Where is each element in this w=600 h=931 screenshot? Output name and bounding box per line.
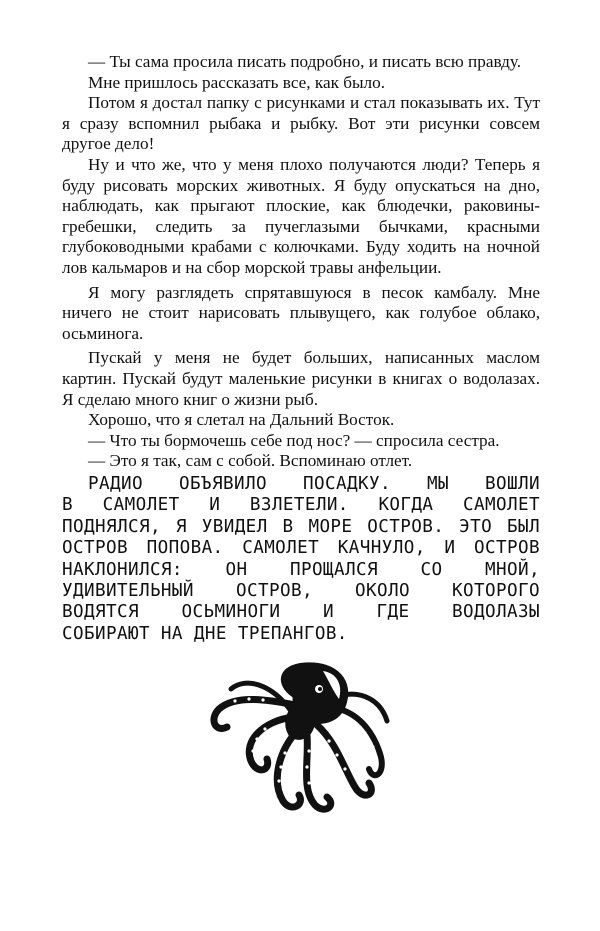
caps-line: СОБИРАЮТ НА ДНЕ ТРЕПАНГОВ. [62, 623, 348, 644]
caps-line: ПОДНЯЛСЯ, Я УВИДЕЛ В МОРЕ ОСТРОВ. ЭТО БЫЛ [62, 516, 540, 537]
capitals-passage [62, 474, 540, 645]
caps-line: УДИВИТЕЛЬНЫЙ ОСТРОВ, ОКОЛО КОТОРОГО [62, 580, 540, 601]
caps-line: РАДИО ОБЪЯВИЛО ПОСАДКУ. МЫ ВОШЛИ [88, 473, 540, 494]
paragraph: — Ты сама просила писать подробно, и писать всю правду. [88, 52, 522, 71]
page-text [62, 52, 540, 645]
caps-line: НАКЛОНИЛСЯ: ОН ПРОЩАЛСЯ СО МНОЙ, [62, 559, 540, 580]
paragraph: Я могу разглядеть спрятавшуюся в песок камбалу. Мне ничего не стоит нарисовать плывущего, как голубое облако, осьминога. [62, 282, 540, 343]
paragraph: Мне пришлось рассказать все, как было. [88, 72, 386, 92]
caps-line: В САМОЛЕТ И ВЗЛЕТЕЛИ. КОГДА САМОЛЕТ [62, 495, 540, 516]
caps-line: ОСТРОВ ПОПОВА. САМОЛЕТ КАЧНУЛО, И ОСТРОВ [62, 538, 540, 559]
paragraph: — Что ты бормочешь себе под нос? — спросила сестра. [88, 430, 500, 450]
paragraph: Пускай у меня не будет больших, написанных маслом картин. Пускай будут маленькие рисунки в книгах о водолазах. Я сделаю много книг о жизни рыб. [62, 348, 540, 409]
caps-line: ВОДЯТСЯ ОСЬМИНОГИ И ГДЕ ВОДОЛАЗЫ [62, 602, 540, 623]
paragraph: Потом я достал папку с рисунками и стал показывать их. Тут я сразу вспомнил рыбака и рыбку. Вот эти рисунки совсем другое дело! [62, 93, 540, 154]
paragraph: Хорошо, что я слетал на Дальний Восток. [88, 410, 395, 430]
paragraph: — Это я так, сам с собой. Вспоминаю отлет. [88, 451, 413, 471]
octopus-illustration [205, 655, 395, 825]
paragraph: Ну и что же, что у меня плохо получаются люди? Теперь я буду рисовать морских животных. Я буду опускаться на дно, наблюдать, как прыгают плоские, как блюдечки, раковины-гребешки, следить за пучеглазыми бычками, красными глубоководными крабами с колючками. Буду ходить на ночной лов кальмаров и на сбор морской травы анфельции. [62, 154, 540, 277]
octopus-icon [205, 655, 395, 825]
